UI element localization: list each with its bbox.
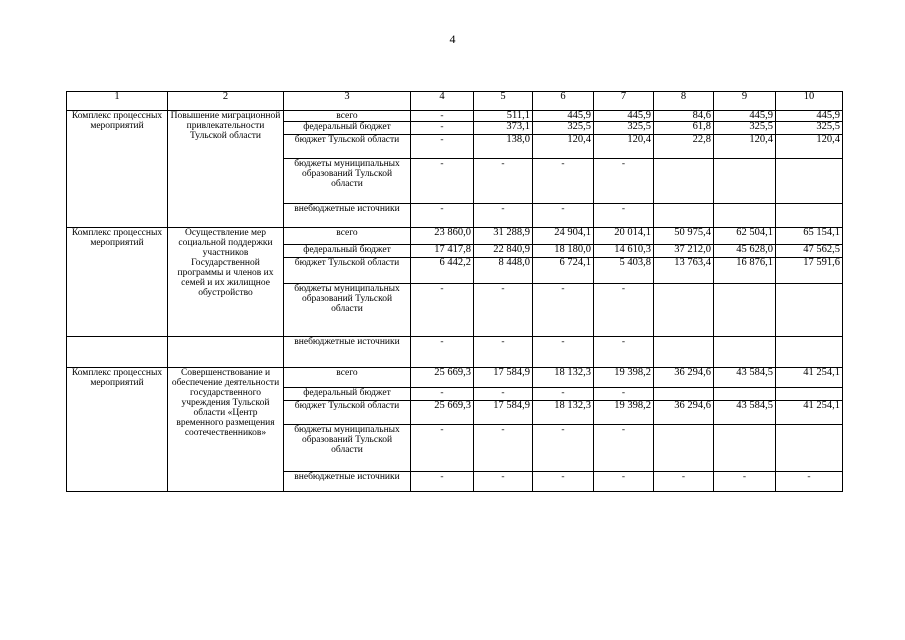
value-cell: - (411, 425, 474, 472)
table-row (67, 111, 843, 122)
value-cell: 16 876,1 (714, 258, 776, 284)
value-cell: 23 860,0 (411, 228, 474, 245)
value-cell: 25 669,3 (411, 401, 474, 425)
value-cell: 84,6 (654, 111, 714, 122)
value-cell (654, 337, 714, 368)
value-cell (654, 425, 714, 472)
funding-source-cell: всего (284, 111, 411, 122)
value-cell: - (411, 159, 474, 204)
value-cell: 62 504,1 (714, 228, 776, 245)
value-cell: 445,9 (714, 111, 776, 122)
value-cell: 6 724,1 (533, 258, 594, 284)
value-cell: 65 154,1 (776, 228, 843, 245)
value-cell: - (411, 472, 474, 492)
value-cell: 36 294,6 (654, 401, 714, 425)
value-cell: 373,1 (474, 122, 533, 135)
value-cell: - (411, 122, 474, 135)
value-cell: - (594, 472, 654, 492)
value-cell: 18 180,0 (533, 245, 594, 258)
column-header: 2 (168, 92, 284, 111)
value-cell: - (594, 204, 654, 228)
value-cell (776, 204, 843, 228)
column-header: 1 (67, 92, 168, 111)
value-cell: 43 584,5 (714, 401, 776, 425)
column-header: 10 (776, 92, 843, 111)
funding-source-cell: бюджеты муниципальных образований Тульской области (284, 159, 411, 204)
column-header: 4 (411, 92, 474, 111)
value-cell: 325,5 (776, 122, 843, 135)
value-cell: 47 562,5 (776, 245, 843, 258)
value-cell: 19 398,2 (594, 368, 654, 388)
value-cell (776, 159, 843, 204)
value-cell: 6 442,2 (411, 258, 474, 284)
value-cell (654, 204, 714, 228)
complex-name-cell: Комплекс процессных мероприятий (67, 111, 168, 228)
event-name-cell: Повышение миграционной привлекательности Тульской области (168, 111, 284, 228)
value-cell: - (594, 337, 654, 368)
table-row (67, 368, 843, 388)
value-cell: - (411, 204, 474, 228)
empty-cell (168, 337, 284, 368)
funding-source-cell: бюджет Тульской области (284, 258, 411, 284)
value-cell: 5 403,8 (594, 258, 654, 284)
event-name-cell: Осуществление мер социальной поддержки участников Государственной программы и членов их семей и их жилищное обустройство (168, 228, 284, 337)
value-cell: 445,9 (533, 111, 594, 122)
value-cell (776, 337, 843, 368)
value-cell: 445,9 (776, 111, 843, 122)
value-cell: 17 417,8 (411, 245, 474, 258)
funding-source-cell: внебюджетные источники (284, 204, 411, 228)
funding-source-cell: федеральный бюджет (284, 388, 411, 401)
value-cell: 31 288,9 (474, 228, 533, 245)
funding-source-cell: бюджет Тульской области (284, 135, 411, 159)
value-cell: - (474, 425, 533, 472)
value-cell: - (474, 337, 533, 368)
funding-source-cell: внебюджетные источники (284, 337, 411, 368)
value-cell: 120,4 (594, 135, 654, 159)
value-cell: 18 132,3 (533, 401, 594, 425)
budget-table (66, 91, 843, 492)
value-cell (776, 284, 843, 337)
column-header: 9 (714, 92, 776, 111)
value-cell: - (474, 204, 533, 228)
value-cell (714, 204, 776, 228)
value-cell: 36 294,6 (654, 368, 714, 388)
funding-source-cell: внебюджетные источники (284, 472, 411, 492)
funding-source-cell: федеральный бюджет (284, 245, 411, 258)
value-cell: - (474, 472, 533, 492)
value-cell: - (533, 284, 594, 337)
value-cell (714, 388, 776, 401)
page-number: 4 (449, 32, 456, 46)
table-row (67, 228, 843, 245)
value-cell: 41 254,1 (776, 368, 843, 388)
value-cell: 120,4 (533, 135, 594, 159)
value-cell: 120,4 (776, 135, 843, 159)
value-cell (776, 425, 843, 472)
value-cell: 25 669,3 (411, 368, 474, 388)
table-row (67, 337, 843, 368)
value-cell: - (474, 159, 533, 204)
value-cell: - (474, 388, 533, 401)
column-header: 3 (284, 92, 411, 111)
value-cell: 22 840,9 (474, 245, 533, 258)
column-header: 5 (474, 92, 533, 111)
value-cell: 13 763,4 (654, 258, 714, 284)
funding-source-cell: бюджеты муниципальных образований Тульской области (284, 425, 411, 472)
value-cell (714, 337, 776, 368)
funding-source-cell: федеральный бюджет (284, 122, 411, 135)
value-cell: - (411, 337, 474, 368)
value-cell: - (411, 111, 474, 122)
value-cell: - (411, 284, 474, 337)
value-cell: - (654, 472, 714, 492)
value-cell: 17 591,6 (776, 258, 843, 284)
value-cell (654, 284, 714, 337)
value-cell (714, 159, 776, 204)
value-cell: 14 610,3 (594, 245, 654, 258)
complex-name-cell: Комплекс процессных мероприятий (67, 368, 168, 492)
value-cell: 17 584,9 (474, 401, 533, 425)
value-cell: 325,5 (714, 122, 776, 135)
value-cell: 17 584,9 (474, 368, 533, 388)
value-cell: 43 584,5 (714, 368, 776, 388)
value-cell: 45 628,0 (714, 245, 776, 258)
funding-source-cell: бюджеты муниципальных образований Тульской области (284, 284, 411, 337)
value-cell: - (594, 284, 654, 337)
value-cell: 120,4 (714, 135, 776, 159)
value-cell: 20 014,1 (594, 228, 654, 245)
value-cell: 8 448,0 (474, 258, 533, 284)
complex-name-cell: Комплекс процессных мероприятий (67, 228, 168, 337)
value-cell (776, 388, 843, 401)
value-cell: 19 398,2 (594, 401, 654, 425)
value-cell: 138,0 (474, 135, 533, 159)
value-cell: 22,8 (654, 135, 714, 159)
table-body (67, 111, 843, 492)
value-cell (714, 284, 776, 337)
empty-cell (67, 337, 168, 368)
value-cell: 325,5 (533, 122, 594, 135)
value-cell: - (533, 472, 594, 492)
value-cell: - (533, 425, 594, 472)
funding-source-cell: всего (284, 368, 411, 388)
value-cell (714, 425, 776, 472)
value-cell (654, 159, 714, 204)
value-cell: 41 254,1 (776, 401, 843, 425)
value-cell: 24 904,1 (533, 228, 594, 245)
value-cell: - (533, 337, 594, 368)
value-cell: - (594, 388, 654, 401)
value-cell: - (714, 472, 776, 492)
value-cell: 37 212,0 (654, 245, 714, 258)
table-header-row (67, 92, 843, 111)
column-header: 7 (594, 92, 654, 111)
value-cell: - (533, 204, 594, 228)
value-cell: - (411, 388, 474, 401)
value-cell (654, 388, 714, 401)
value-cell: - (474, 284, 533, 337)
value-cell: 50 975,4 (654, 228, 714, 245)
value-cell: - (594, 159, 654, 204)
event-name-cell: Совершенствование и обеспечение деятельности государственного учреждения Тульской области «Центр временного размещения соотечественников» (168, 368, 284, 492)
column-header: 6 (533, 92, 594, 111)
value-cell: 18 132,3 (533, 368, 594, 388)
value-cell: - (533, 388, 594, 401)
value-cell: - (533, 159, 594, 204)
funding-source-cell: бюджет Тульской области (284, 401, 411, 425)
value-cell: - (776, 472, 843, 492)
value-cell: 511,1 (474, 111, 533, 122)
funding-source-cell: всего (284, 228, 411, 245)
column-header: 8 (654, 92, 714, 111)
value-cell: - (594, 425, 654, 472)
value-cell: 445,9 (594, 111, 654, 122)
value-cell: 61,8 (654, 122, 714, 135)
value-cell: - (411, 135, 474, 159)
value-cell: 325,5 (594, 122, 654, 135)
